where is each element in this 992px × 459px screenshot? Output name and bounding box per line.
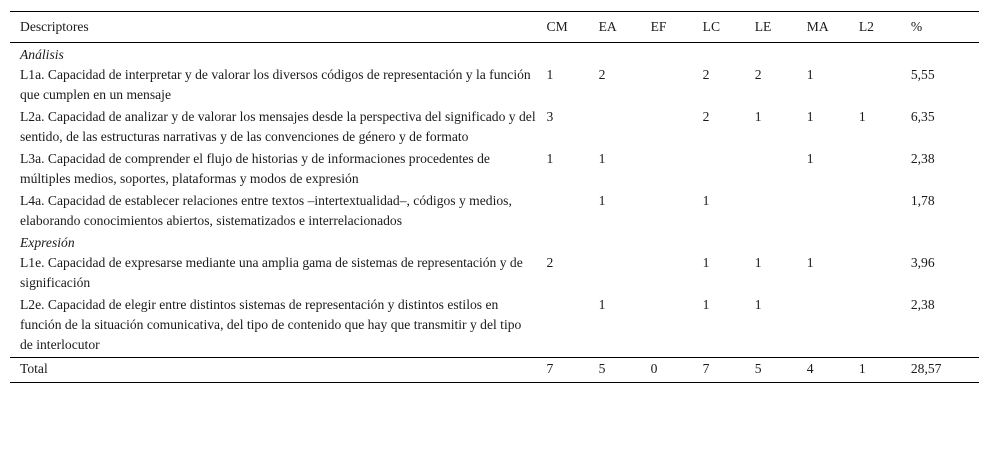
table-row <box>10 65 979 107</box>
descriptor-cell: L2a. Capacidad de analizar y de valorar los mensajes desde la perspectiva del significado y del sentido, de las estructuras narrativas y de las convenciones de género y de formato <box>20 109 536 144</box>
value-cell-percent: 2,38 <box>910 151 935 166</box>
header-ma: MA <box>806 19 829 34</box>
header-ea: EA <box>598 19 617 34</box>
value-cell-lc: 1 <box>702 255 710 270</box>
section-title: Expresión <box>20 235 75 250</box>
header-ef: EF <box>650 19 667 34</box>
header-row <box>10 12 979 43</box>
descriptor-cell: L3a. Capacidad de comprender el flujo de historias y de informaciones procedentes de múltiples medios, soportes, plataformas y modos de expresión <box>20 151 490 186</box>
value-cell-lc: 1 <box>702 193 710 208</box>
value-cell-l2: 1 <box>858 109 866 124</box>
descriptor-cell: L4a. Capacidad de establecer relaciones entre textos –intertextualidad–, códigos y medios, elaborando conocimientos abiertos, sistematizados e interrelacionados <box>20 193 512 228</box>
total-cm: 7 <box>546 361 554 376</box>
value-cell-percent: 5,55 <box>910 67 935 82</box>
total-l2: 1 <box>858 361 866 376</box>
value-cell-l2 <box>849 191 901 233</box>
value-cell-ef <box>641 149 693 191</box>
total-percent: 28,57 <box>910 361 942 376</box>
value-cell-l2 <box>849 295 901 358</box>
descriptor-cell: L1e. Capacidad de expresarse mediante una amplia gama de sistemas de representación y de significación <box>20 255 523 290</box>
header-percent: % <box>910 19 923 34</box>
table-row <box>10 149 979 191</box>
value-cell-ea: 1 <box>598 297 606 312</box>
section-row-analisis <box>10 43 979 66</box>
total-ef: 0 <box>650 361 658 376</box>
value-cell-ma: 1 <box>806 109 814 124</box>
value-cell-percent: 3,96 <box>910 255 935 270</box>
value-cell-ma <box>797 191 849 233</box>
value-cell-l2 <box>849 253 901 295</box>
value-cell-ea: 2 <box>598 67 606 82</box>
value-cell-le: 2 <box>754 67 762 82</box>
value-cell-ma: 1 <box>806 255 814 270</box>
table-body <box>10 43 979 383</box>
total-ma: 4 <box>806 361 814 376</box>
value-cell-cm <box>537 191 589 233</box>
value-cell-le: 1 <box>754 109 762 124</box>
value-cell-lc: 2 <box>702 67 710 82</box>
value-cell-lc <box>693 149 745 191</box>
value-cell-percent: 6,35 <box>910 109 935 124</box>
descriptor-cell: L2e. Capacidad de elegir entre distintos sistemas de representación y distintos estilos en función de la situación comunicativa, del tipo de contenido que hay que transmitir y del tipo de interlocutor <box>20 297 522 352</box>
table-row <box>10 253 979 295</box>
value-cell-percent: 1,78 <box>910 193 935 208</box>
value-cell-ef <box>641 107 693 149</box>
value-cell-l2 <box>849 149 901 191</box>
value-cell-cm: 1 <box>546 151 554 166</box>
total-label: Total <box>20 361 48 376</box>
value-cell-ef <box>641 295 693 358</box>
header-lc: LC <box>702 19 721 34</box>
value-cell-lc: 1 <box>702 297 710 312</box>
value-cell-ma: 1 <box>806 151 814 166</box>
header-cm: CM <box>546 19 568 34</box>
table-row <box>10 191 979 233</box>
value-cell-ea: 1 <box>598 151 606 166</box>
total-le: 5 <box>754 361 762 376</box>
descriptor-cell: L1a. Capacidad de interpretar y de valorar los diversos códigos de representación y la función que cumplen en un mensaje <box>20 67 531 102</box>
value-cell-cm: 1 <box>546 67 554 82</box>
header-le: LE <box>754 19 772 34</box>
value-cell-ma <box>797 295 849 358</box>
value-cell-le <box>745 191 797 233</box>
table-row <box>10 295 979 358</box>
value-cell-le: 1 <box>754 255 762 270</box>
section-title: Análisis <box>20 47 64 62</box>
table-row <box>10 107 979 149</box>
value-cell-ef <box>641 253 693 295</box>
value-cell-ea: 1 <box>598 193 606 208</box>
total-ea: 5 <box>598 361 606 376</box>
header-l2: L2 <box>858 19 874 34</box>
value-cell-le: 1 <box>754 297 762 312</box>
value-cell-ef <box>641 65 693 107</box>
value-cell-ma: 1 <box>806 67 814 82</box>
value-cell-le <box>745 149 797 191</box>
total-lc: 7 <box>702 361 710 376</box>
section-row-expresion <box>10 233 979 253</box>
value-cell-ea <box>589 107 641 149</box>
total-row <box>10 358 979 383</box>
value-cell-ea <box>589 253 641 295</box>
value-cell-ef <box>641 191 693 233</box>
value-cell-percent: 2,38 <box>910 297 935 312</box>
value-cell-cm <box>537 295 589 358</box>
header-descriptores: Descriptores <box>20 19 89 34</box>
table-container <box>10 11 979 383</box>
value-cell-l2 <box>849 65 901 107</box>
value-cell-cm: 2 <box>546 255 554 270</box>
table-header <box>10 12 979 43</box>
descriptors-table <box>10 11 979 383</box>
value-cell-cm: 3 <box>546 109 554 124</box>
value-cell-lc: 2 <box>702 109 710 124</box>
